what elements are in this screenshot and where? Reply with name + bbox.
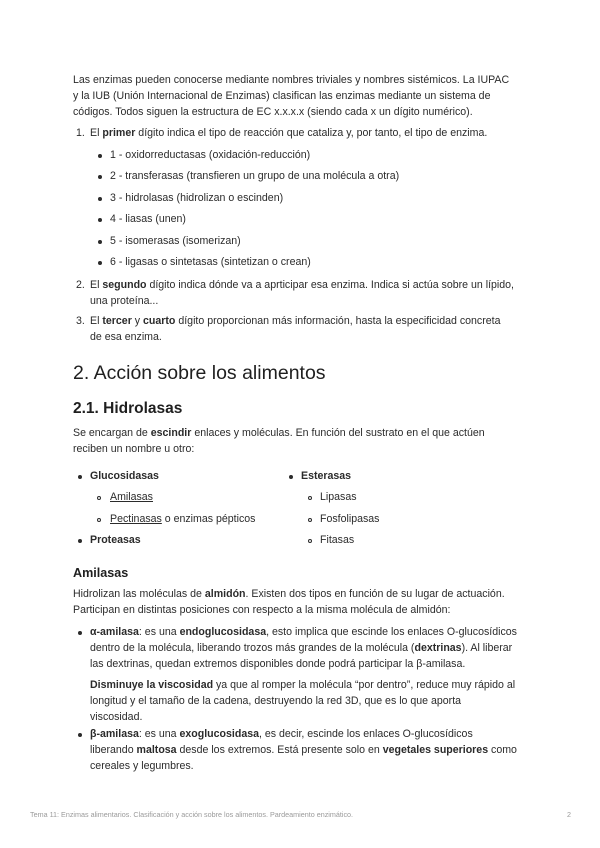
list-item-proteasas: Proteasas	[90, 534, 141, 546]
text: ). Al liberar	[461, 642, 513, 654]
bullet-circle-icon	[308, 518, 312, 522]
bullet-dot-icon	[98, 261, 102, 265]
alpha-amilasa-item	[90, 624, 540, 725]
bold-text: cuarto	[143, 315, 176, 327]
list-item-esterasas: Esterasas	[301, 470, 352, 482]
bold-text: β-amilasa	[90, 728, 139, 740]
list-item: 6 - ligasas o sintetasas (sintetizan o crean)	[110, 256, 311, 268]
intro-line-2: y la IUB (Unión Internacional de Enzimas) clasifican las enzimas mediante un sistema de	[73, 90, 491, 102]
bold-text: dextrinas	[414, 642, 462, 654]
subsection-heading: 2.1. Hidrolasas	[73, 400, 183, 417]
text: liberando	[90, 744, 137, 756]
bullet-dot-icon	[98, 240, 102, 244]
bullet-dot-icon	[98, 175, 102, 179]
bullet-dot-icon	[289, 475, 293, 479]
bullet-dot-icon	[98, 218, 102, 222]
text: El	[90, 315, 103, 327]
list-item-glucosidasas: Glucosidasas	[90, 470, 159, 482]
text: y	[131, 315, 144, 327]
text: cereales y legumbres.	[90, 760, 194, 772]
list-item: 5 - isomerasas (isomerizan)	[110, 235, 241, 247]
list-item: 4 - liasas (unen)	[110, 213, 186, 225]
bullet-circle-icon	[97, 496, 101, 500]
bullet-dot-icon	[98, 154, 102, 158]
bullet-circle-icon	[97, 518, 101, 522]
bullet-dot-icon	[78, 539, 82, 543]
list-item: 1 - oxidorreductasas (oxidación-reducción)	[110, 149, 311, 161]
text: de esa enzima.	[90, 331, 162, 343]
bold-text: tercer	[102, 315, 132, 327]
text: El	[90, 279, 103, 291]
bold-text: primer	[102, 127, 136, 139]
text: : es una	[138, 626, 180, 638]
text: , es decir, escinde los enlaces O-glucosídicos	[259, 728, 473, 740]
text: : es una	[138, 728, 180, 740]
ordered-number: 1.	[76, 127, 85, 139]
bullet-dot-icon	[78, 475, 82, 479]
text: desde los extremos. Está presente solo en	[176, 744, 383, 756]
ordered-number: 2.	[76, 279, 85, 291]
bold-text: exoglucosidasa	[179, 728, 259, 740]
list-item: Lipasas	[320, 491, 357, 503]
list-item: 2 - transferasas (transfieren un grupo de una molécula a otra)	[110, 170, 400, 182]
text: Se encargan de	[73, 427, 151, 439]
link-pectinasas[interactable]: Pectinasas	[110, 513, 162, 525]
text: como	[488, 744, 517, 756]
bold-text: endoglucosidasa	[179, 626, 267, 638]
text: El	[90, 127, 103, 139]
text: longitud y el tamaño de la cadena, destruyendo la red 3D, que es lo que aporta	[90, 695, 462, 707]
text: Hidrolizan las moléculas de	[73, 588, 205, 600]
text: dígito indica dónde va a aprticipar esa enzima. Indica si actúa sobre un lípido,	[146, 279, 514, 291]
bold-text: Disminuye la viscosidad	[90, 679, 214, 691]
bold-text: almidón	[204, 588, 246, 600]
intro-paragraph	[73, 72, 535, 120]
beta-amilasa-item	[90, 726, 540, 774]
list-item: Fosfolipasas	[320, 513, 380, 525]
bullet-dot-icon	[98, 197, 102, 201]
intro-line-3: códigos. Todos siguen la estructura de EC x.x.x.x (siendo cada x un dígito numérico).	[73, 106, 473, 118]
ordered-number: 3.	[76, 315, 85, 327]
text: ya que al romper la molécula “por dentro”, reduce muy rápido al	[213, 679, 516, 691]
section-heading: 2. Acción sobre los alimentos	[73, 362, 326, 384]
bold-text: segundo	[102, 279, 147, 291]
page-footer: Tema 11: Enzimas alimentarios. Clasificación y acción sobre los alimentos. Pardeamiento enzimático.	[30, 810, 354, 819]
bullet-dot-icon	[78, 733, 82, 737]
text: dígito indica el tipo de reacción que cataliza y, por tanto, el tipo de enzima.	[135, 127, 488, 139]
text: dentro de la molécula, liberando trozos más grandes de la molécula (	[90, 642, 415, 654]
page-number: 2	[567, 810, 571, 819]
intro-line-1: Las enzimas pueden conocerse mediante nombres triviales y nombres sistémicos. La IUPAC	[73, 74, 510, 86]
amilasas-heading: Amilasas	[73, 566, 129, 580]
text: viscosidad.	[90, 711, 143, 723]
bold-text: escindir	[150, 427, 192, 439]
text: , esto implica que escinde los enlaces O-glucosídicos	[266, 626, 517, 638]
text: . Existen dos tipos en función de su lugar de actuación.	[245, 588, 505, 600]
amilasas-paragraph	[73, 586, 535, 618]
list-item: Fitasas	[320, 534, 355, 546]
list-item: 3 - hidrolasas (hidrolizan o escinden)	[110, 192, 284, 204]
bold-text: vegetales superiores	[382, 744, 489, 756]
text: Participan en distintas posiciones con respecto a la misma molécula de almidón:	[73, 604, 451, 616]
bullet-circle-icon	[308, 496, 312, 500]
text: dígito proporcionan más información, hasta la especificidad concreta	[175, 315, 501, 327]
text: o enzimas pépticos	[161, 513, 256, 525]
text: las dextrinas, quedan extremos disponibles donde podrá participar la β-amilasa.	[90, 658, 466, 670]
bullet-dot-icon	[78, 631, 82, 635]
bullet-circle-icon	[308, 539, 312, 543]
bold-text: maltosa	[136, 744, 177, 756]
text: reciben un nombre u otro:	[73, 443, 195, 455]
hidrolasas-paragraph	[73, 425, 535, 457]
bold-text: α-amilasa	[90, 626, 139, 638]
link-amilasas[interactable]: Amilasas	[110, 491, 153, 503]
text: enlaces y moléculas. En función del sustrato en el que actúen	[191, 427, 485, 439]
text: una proteína...	[90, 295, 159, 307]
